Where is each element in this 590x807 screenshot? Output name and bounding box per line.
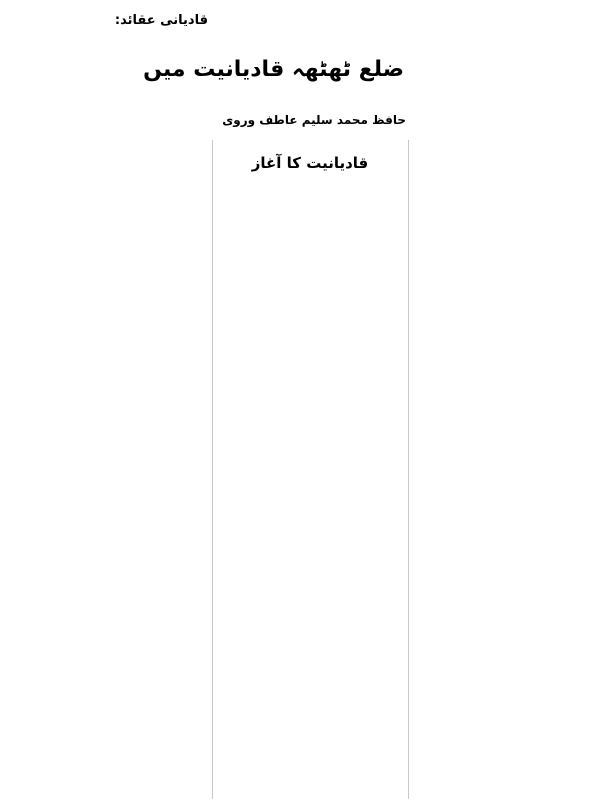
section-heading-origin: قادیانیت کا آغاز [251, 154, 369, 172]
column-divider [212, 140, 213, 799]
article-title: ضلع ٹھٹھہ قادیانیت میں [143, 57, 404, 82]
column-right [412, 146, 588, 799]
column-left [4, 4, 210, 799]
section-heading-beliefs: قادیانی عقائد: [114, 13, 208, 28]
column-middle [216, 142, 404, 799]
column-divider [408, 140, 409, 799]
article-byline: حافظ محمد سلیم عاطف وروی [222, 113, 406, 127]
